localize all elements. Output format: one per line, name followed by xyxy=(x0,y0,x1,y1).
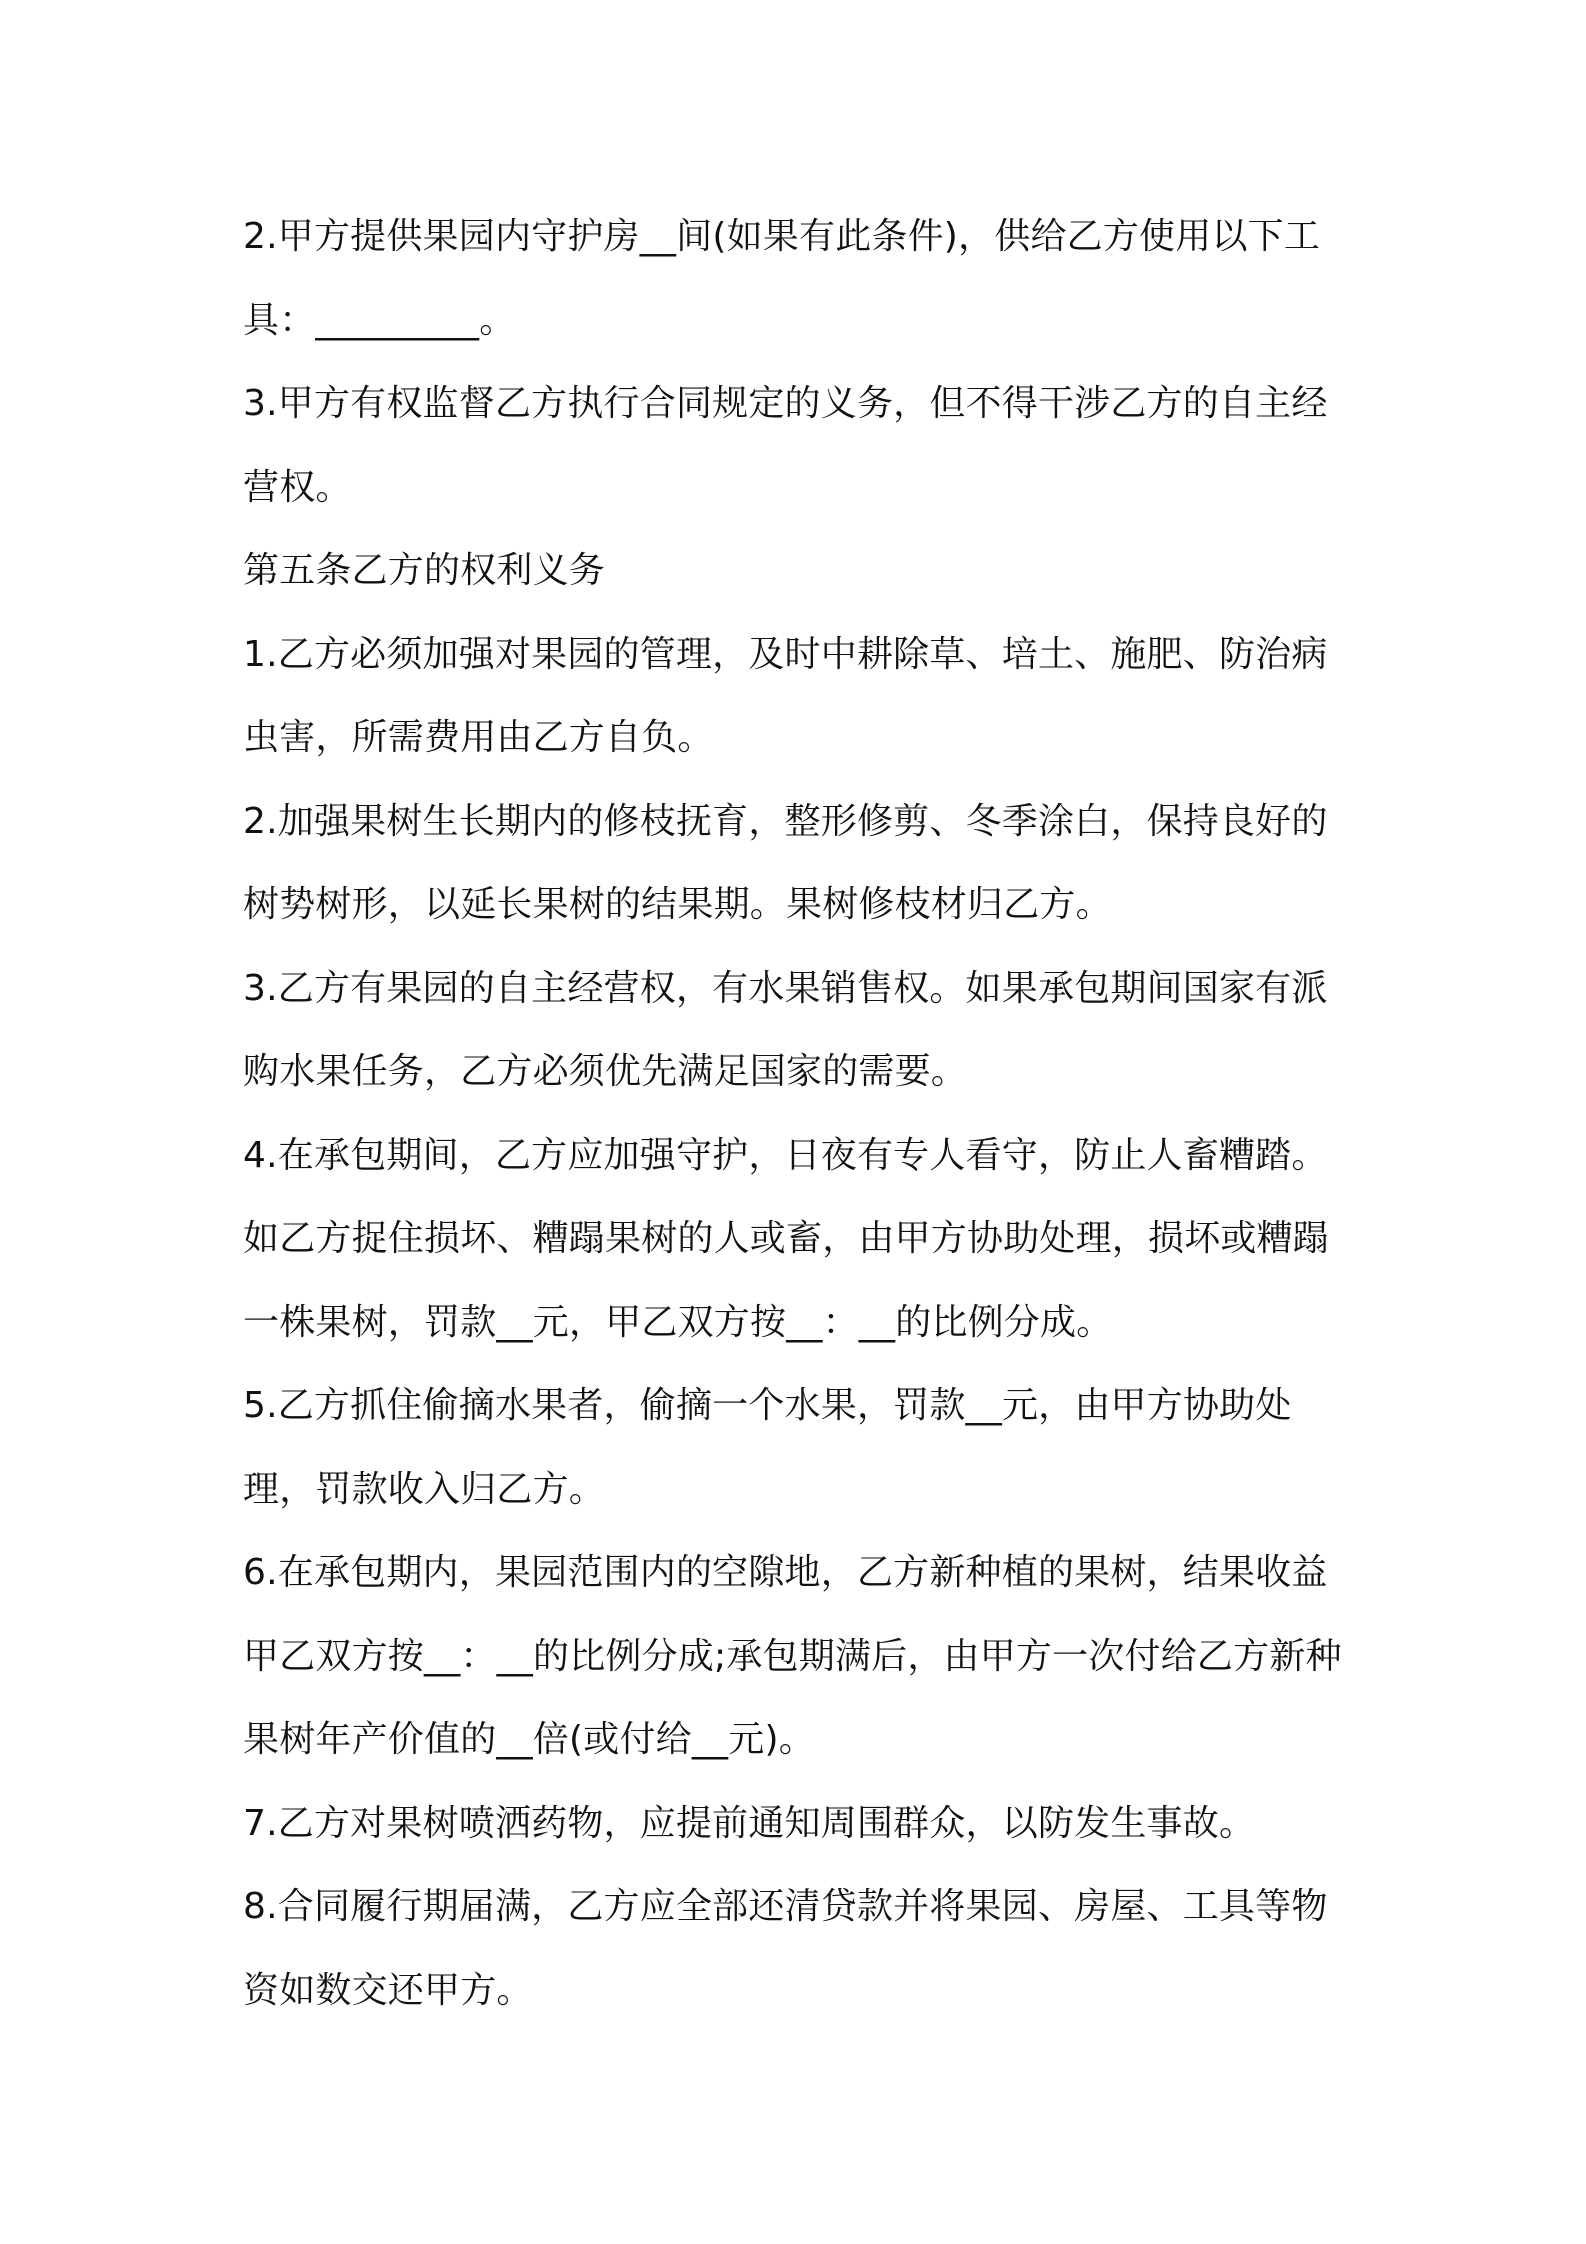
paragraph-9: 7.乙方对果树喷洒药物，应提前通知周围群众，以防发生事故。 xyxy=(243,1802,1256,1844)
paragraph-7: 5.乙方抓住偷摘水果者，偷摘一个水果，罚款__元，由甲方协助处理，罚款收入归乙方。 xyxy=(243,1385,1292,1510)
section-heading: 第五条乙方的权利义务 xyxy=(243,550,606,591)
paragraph-8: 6.在承包期内，果园范围内的空隙地，乙方新种植的果树，结果收益甲乙双方按__：__的比例分成;承包期满后，由甲方一次付给乙方新种果树年产价值的__倍(或付给__元)。 xyxy=(243,1552,1342,1760)
paragraph-4: 2.加强果树生长期内的修枝抚育，整形修剪、冬季涂白，保持良好的树势树形，以延长果树的结果期。果树修枝材归乙方。 xyxy=(243,800,1328,925)
contract-text-block xyxy=(243,195,1353,2032)
paragraph-1: 2.甲方提供果园内守护房__间(如果有此条件)，供给乙方使用以下工具：_________。 xyxy=(243,216,1321,341)
paragraph-6: 4.在承包期间，乙方应加强守护，日夜有专人看守，防止人畜糟踏。如乙方捉住损坏、糟蹋果树的人或畜，由甲方协助处理，损坏或糟蹋一株果树，罚款__元，甲乙双方按__：__的比例分成。 xyxy=(243,1134,1330,1343)
paragraph-10: 8.合同履行期届满，乙方应全部还清贷款并将果园、房屋、工具等物资如数交还甲方。 xyxy=(243,1886,1328,2011)
paragraph-3: 1.乙方必须加强对果园的管理，及时中耕除草、培土、施肥、防治病虫害，所需费用由乙方自负。 xyxy=(243,633,1328,758)
paragraph-5: 3.乙方有果园的自主经营权，有水果销售权。如果承包期间国家有派购水果任务，乙方必须优先满足国家的需要。 xyxy=(243,967,1328,1092)
paragraph-2: 3.甲方有权监督乙方执行合同规定的义务，但不得干涉乙方的自主经营权。 xyxy=(243,383,1328,508)
